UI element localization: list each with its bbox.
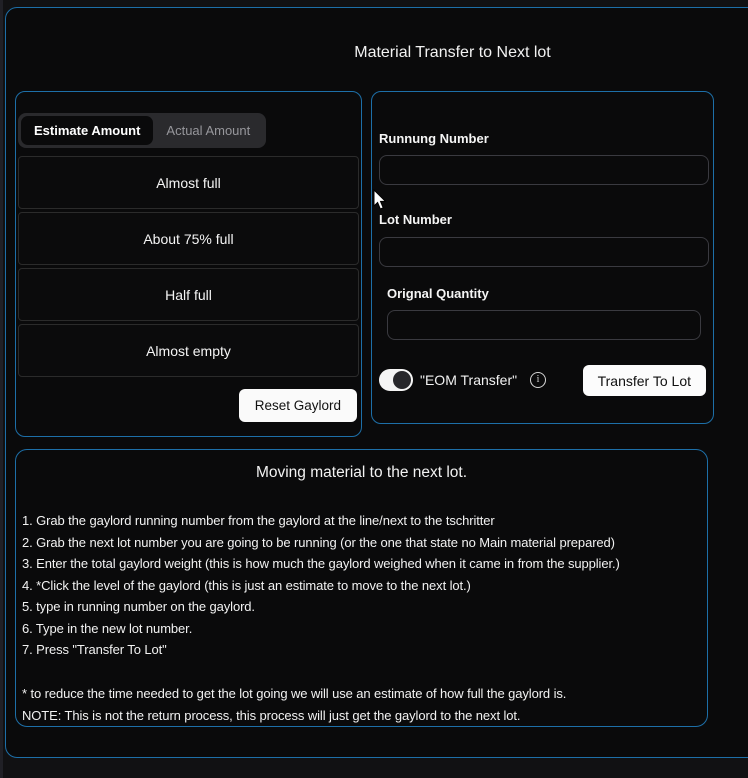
running-number-input[interactable] bbox=[379, 155, 709, 185]
window-edge bbox=[0, 0, 3, 778]
transfer-form-panel bbox=[371, 91, 714, 424]
running-number-label: Runnung Number bbox=[379, 131, 489, 146]
level-75-full-button[interactable]: About 75% full bbox=[18, 212, 359, 265]
info-circle-icon[interactable]: i bbox=[530, 372, 546, 388]
transfer-to-lot-button[interactable]: Transfer To Lot bbox=[583, 365, 706, 396]
level-half-full-button[interactable]: Half full bbox=[18, 268, 359, 321]
instruction-step: 1. Grab the gaylord running number from the gaylord at the line/next to the tschritter bbox=[22, 513, 495, 528]
original-quantity-label: Orignal Quantity bbox=[387, 286, 489, 301]
material-transfer-window bbox=[5, 7, 748, 758]
instructions-footnotes bbox=[22, 683, 703, 726]
footnote: * to reduce the time needed to get the lot going we will use an estimate of how full the gaylord is. bbox=[22, 686, 567, 701]
mouse-cursor bbox=[373, 189, 388, 211]
footnote: NOTE: This is not the return process, this process will just get the gaylord to the next lot. bbox=[22, 707, 521, 723]
tab-actual-amount[interactable]: Actual Amount bbox=[166, 123, 251, 138]
instructions-steps bbox=[22, 510, 703, 661]
tab-estimate-amount[interactable]: Estimate Amount bbox=[21, 116, 153, 145]
amount-tablist bbox=[18, 113, 266, 148]
instructions-panel bbox=[15, 449, 708, 727]
instruction-step: 4. *Click the level of the gaylord (this is just an estimate to move to the next lot.) bbox=[22, 577, 471, 593]
instruction-step: 3. Enter the total gaylord weight (this is how much the gaylord weighed when it came in from the supplier.) bbox=[22, 556, 620, 571]
instructions-title: Moving material to the next lot. bbox=[255, 464, 468, 481]
level-button-list bbox=[18, 156, 359, 380]
lot-number-input[interactable] bbox=[379, 237, 709, 267]
lot-number-label: Lot Number bbox=[379, 212, 452, 227]
level-almost-empty-button[interactable]: Almost empty bbox=[18, 324, 359, 377]
page-title: Material Transfer to Next lot bbox=[354, 44, 551, 61]
instruction-step: 7. Press "Transfer To Lot" bbox=[22, 642, 167, 657]
estimate-panel bbox=[15, 91, 362, 437]
eom-transfer-label: "EOM Transfer" bbox=[420, 372, 518, 388]
toggle-knob-icon bbox=[393, 371, 411, 389]
eom-transfer-toggle[interactable] bbox=[379, 369, 413, 391]
instruction-step: 5. type in running number on the gaylord. bbox=[22, 599, 255, 614]
original-quantity-input[interactable] bbox=[387, 310, 701, 340]
reset-gaylord-button[interactable]: Reset Gaylord bbox=[239, 389, 357, 422]
level-almost-full-button[interactable]: Almost full bbox=[18, 156, 359, 209]
instruction-step: 6. Type in the new lot number. bbox=[22, 620, 193, 636]
instruction-step: 2. Grab the next lot number you are going to be running (or the one that state no Main material prepared) bbox=[22, 534, 615, 550]
